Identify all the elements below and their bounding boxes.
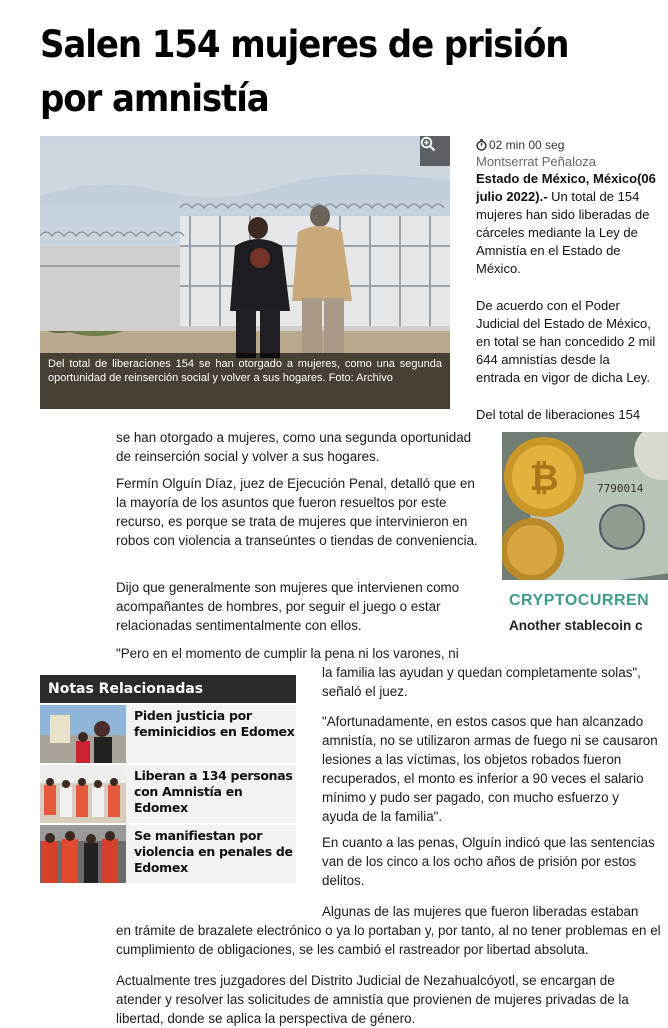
ad-title[interactable]: CRYPTOCURREN [509,592,650,609]
paragraph-10: Actualmente tres juzgadores del Distrito Judicial de Nezahualcóyotl, se encargan de atender y resolver las solicitudes de amnistía que provienen de mujeres privadas de la libertad, donde se aplica la perspectiva de género. [116,973,629,1026]
paragraph-6-end: la familia las ayudan y quedan completamente solas", señaló el juez. [322,665,641,699]
related-thumb-3 [40,825,126,883]
related-notes-heading: Notas Relacionadas [40,675,296,703]
related-item-title[interactable]: Liberan a 134 personas con Amnistía en Edomex [134,768,293,815]
zoom-in-button[interactable] [420,136,450,166]
related-thumb-1 [40,705,126,763]
paragraph-1 [476,170,656,278]
article-photo[interactable] [40,136,450,409]
read-time [476,136,656,154]
svg-text:7790014: 7790014 [597,482,644,495]
paragraph-9-start: Algunas de las mujeres que fueron liberadas estaban [322,904,639,919]
paragraph-1-text: Un total de 154 mujeres han sido liberadas de cárceles mediante la Ley de Amnistía en el Estado de México. [476,189,650,276]
paragraph-4: Fermín Olguín Díaz, juez de Ejecución Penal, detalló que en la mayoría de los asuntos que fueron resueltos por este recurso, es porque se trata de mujeres que intervinieron en robos con violencia a transeúntes o tiendas de conveniencia. [116,476,478,548]
paragraph-3-start: Del total de liberaciones 154 [476,407,641,422]
paragraph-5: Dijo que generalmente son mujeres que intervienen como acompañantes de hombres, por seguir el juego o estar relacionadas sentimentalmente con ellos. [116,580,460,633]
paragraph-2: De acuerdo con el Poder Judicial del Estado de México, en total se han concedido 2 mil 644 amnistías desde la entrada en vigor de dicha Ley. [476,298,656,385]
related-notes [40,675,296,883]
dateline: Estado de México, México(06 julio 2022).- [476,171,656,204]
related-item[interactable] [40,825,296,883]
photo-caption: Del total de liberaciones 154 se han otorgado a mujeres, como una segunda oportunidad de reinserción social y volver a sus hogares. Foto: Archivo [40,353,450,409]
crypto-ad-scene [502,432,668,580]
paragraph-9-end: en trámite de brazalete electrónico o ya lo portaban y, por tanto, al no tener problemas en el cumplimiento de obligaciones, se les cambió el rastreador por libertad absoluta. [116,923,661,957]
zoom-in-icon [420,136,436,152]
related-item-title[interactable]: Se manifiestan por violencia en penales de Edomex [134,828,293,875]
stopwatch-icon [476,139,487,151]
ad-subtitle[interactable]: Another stablecoin c [509,618,643,633]
related-thumb-2 [40,765,126,823]
paragraph-6-start: "Pero en el momento de cumplir la pena ni los varones, ni [116,646,459,661]
paragraph-3-end: se han otorgado a mujeres, como una segunda oportunidad de reinserción social y volver a sus hogares. [116,430,472,464]
article-meta [476,136,656,424]
related-item-title[interactable]: Piden justicia por feminicidios en Edomex [134,708,295,739]
crypto-ad-image[interactable] [502,432,668,580]
article-author[interactable]: Montserrat Peñaloza [476,154,596,169]
related-item[interactable] [40,705,296,763]
svg-text:₿: ₿ [529,458,559,499]
related-item[interactable] [40,765,296,823]
read-time-value: 02 min 00 seg [489,138,565,152]
paragraph-7: "Afortunadamente, en estos casos que han alcanzado amnistía, no se utilizaron armas de fuego ni se causaron lesiones a las víctimas, los objetos robados fueron recuperados, el monto es inferior a 90 veces el salario mínimo y pudo ser pagado, con mucho esfuerzo y ayuda de la familia". [322,714,658,824]
article-headline: Salen 154 mujeres de prisión por amnistía [40,23,569,120]
paragraph-8: En cuanto a las penas, Olguín indicó que las sentencias van de los cinco a los ocho años de prisión por estos delitos. [322,835,655,888]
